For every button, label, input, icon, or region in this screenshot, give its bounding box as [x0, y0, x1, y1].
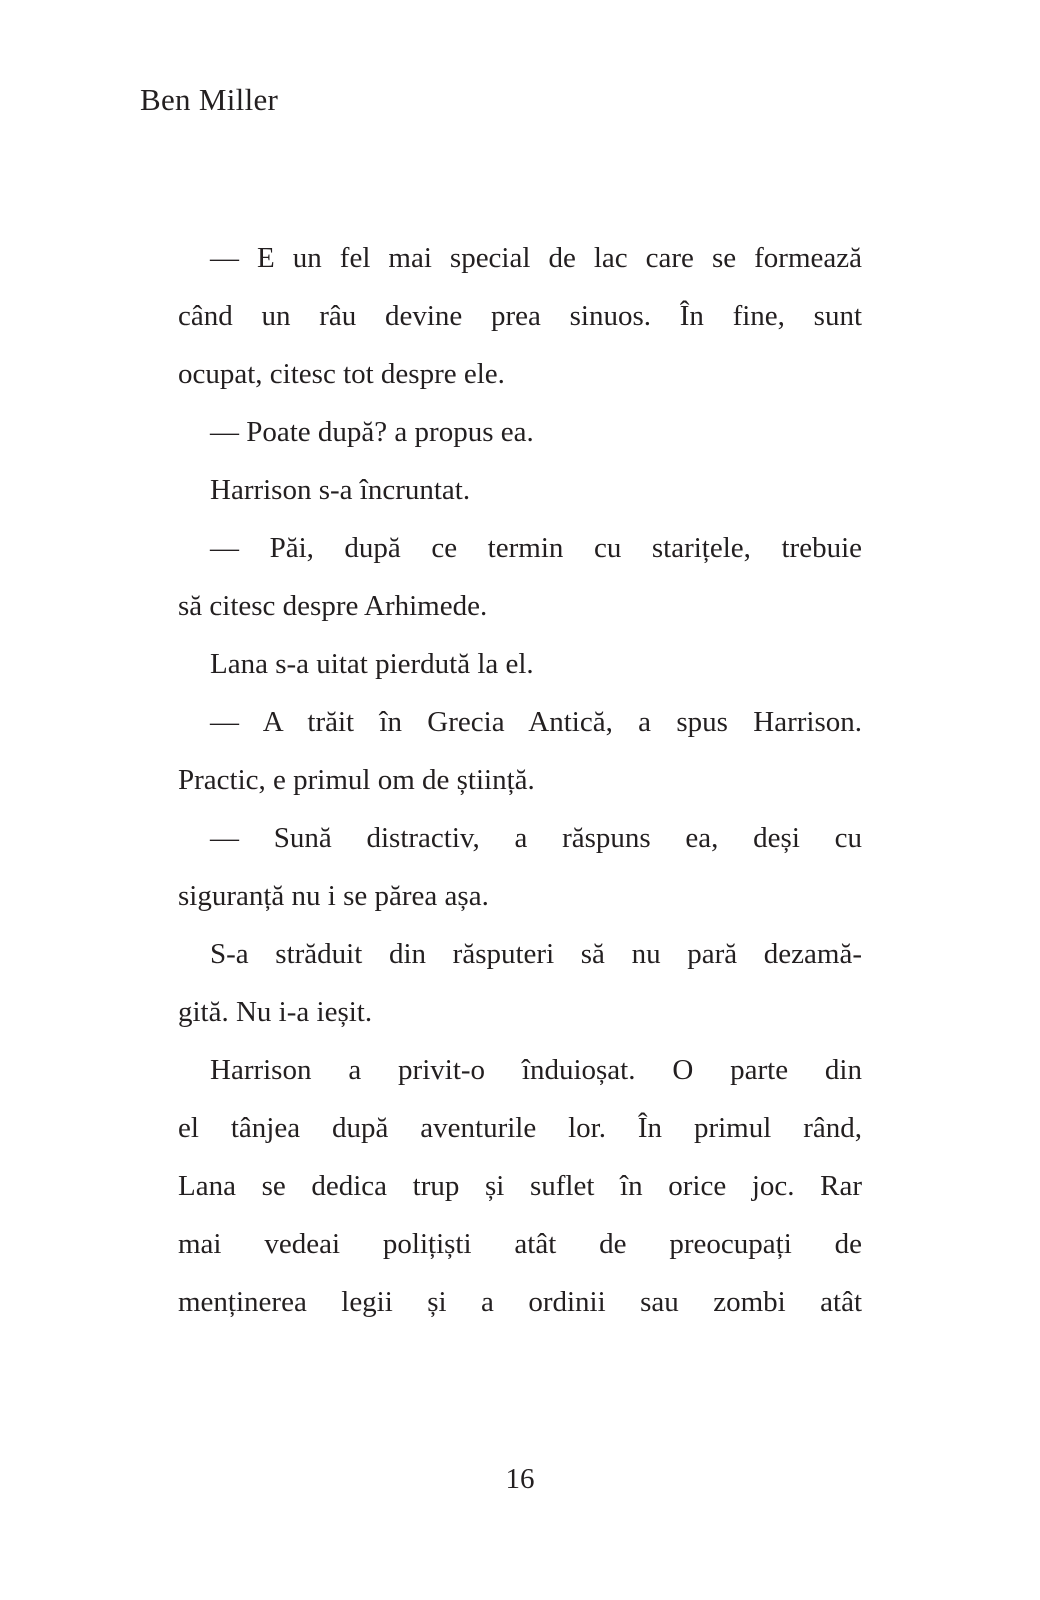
text-line: Lana s-a uitat pierdută la el. [210, 648, 534, 680]
text-line: — E un fel mai special de lac care se formează [210, 242, 862, 274]
text-line: mai vedeai polițiști atât de preocupați de [178, 1228, 862, 1260]
text-line: S-a străduit din răsputeri să nu pară dezamă- [210, 938, 862, 970]
text-line: — Sună distractiv, a răspuns ea, deși cu [210, 822, 862, 854]
text-line: — A trăit în Grecia Antică, a spus Harrison. [210, 706, 862, 738]
text-block [178, 229, 862, 1331]
text-line: gită. Nu i-a ieșit. [178, 996, 373, 1028]
text-line: — Păi, după ce termin cu starițele, trebuie [210, 532, 862, 564]
running-header: Ben Miller [140, 82, 279, 117]
text-line: Harrison a privit-o înduioșat. O parte din [210, 1054, 862, 1086]
text-line: când un râu devine prea sinuos. În fine, sunt [178, 300, 862, 332]
text-line: Practic, e primul om de știință. [178, 764, 535, 796]
text-line: să citesc despre Arhimede. [178, 590, 488, 622]
text-line: — Poate după? a propus ea. [210, 416, 534, 448]
text-line: ocupat, citesc tot despre ele. [178, 358, 505, 390]
text-line: Harrison s-a încruntat. [210, 474, 471, 506]
text-line: menținerea legii și a ordinii sau zombi atât [178, 1286, 862, 1318]
text-line: Lana se dedica trup și suflet în orice joc. Rar [178, 1170, 862, 1202]
page-number: 16 [505, 1463, 535, 1495]
text-line: siguranță nu i se părea așa. [178, 880, 489, 912]
text-line: el tânjea după aventurile lor. În primul rând, [178, 1112, 862, 1144]
